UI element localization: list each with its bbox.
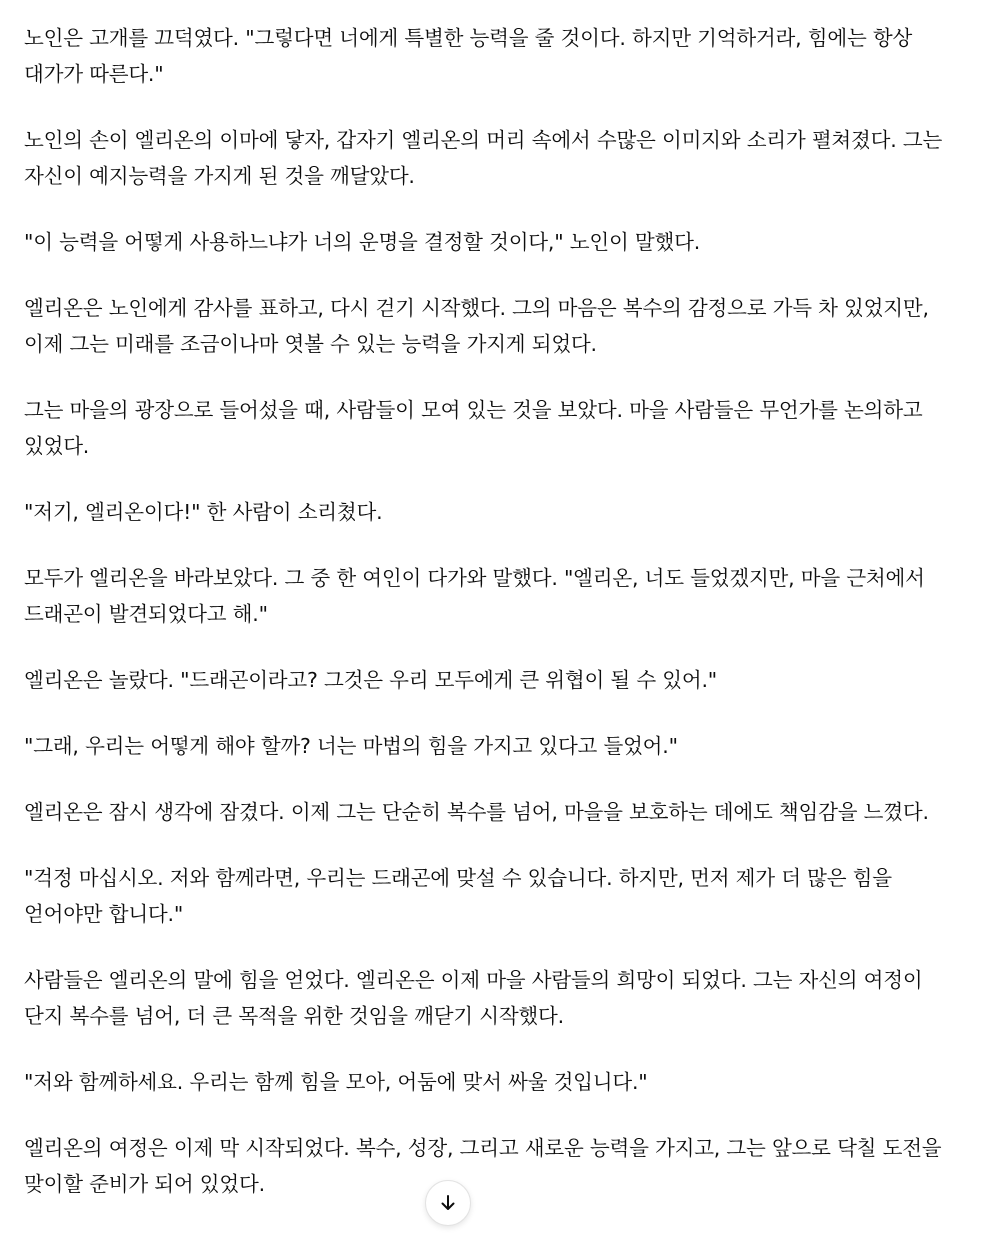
paragraph-11: "걱정 마십시오. 저와 함께라면, 우리는 드래곤에 맞설 수 있습니다. 하지만, 먼저 제가 더 많은 힘을 얻어야만 합니다." bbox=[24, 866, 892, 926]
message-content bbox=[24, 20, 960, 1232]
paragraph-13: "저와 함께하세요. 우리는 함께 힘을 모아, 어둠에 맞서 싸울 것입니다." bbox=[24, 1070, 648, 1094]
paragraph-9: "그래, 우리는 어떻게 해야 할까? 너는 마법의 힘을 가지고 있다고 들었어." bbox=[24, 734, 678, 758]
paragraph-2: 노인의 손이 엘리온의 이마에 닿자, 갑자기 엘리온의 머리 속에서 수많은 이미지와 소리가 펼쳐졌다. 그는 자신이 예지능력을 가지게 된 것을 깨달았다. bbox=[24, 128, 943, 188]
scroll-to-bottom-button[interactable] bbox=[425, 1180, 471, 1226]
paragraph-7: 모두가 엘리온을 바라보았다. 그 중 한 여인이 다가와 말했다. "엘리온, 너도 들었겠지만, 마을 근처에서 드래곤이 발견되었다고 해." bbox=[24, 566, 925, 626]
arrow-down-icon bbox=[438, 1193, 458, 1213]
paragraph-8: 엘리온은 놀랐다. "드래곤이라고? 그것은 우리 모두에게 큰 위협이 될 수 있어." bbox=[24, 668, 718, 692]
paragraph-1: 노인은 고개를 끄덕였다. "그렇다면 너에게 특별한 능력을 줄 것이다. 하지만 기억하거라, 힘에는 항상 대가가 따른다." bbox=[24, 26, 913, 86]
paragraph-12: 사람들은 엘리온의 말에 힘을 얻었다. 엘리온은 이제 마을 사람들의 희망이 되었다. 그는 자신의 여정이 단지 복수를 넘어, 더 큰 목적을 위한 것임을 깨닫기 시작했다. bbox=[24, 968, 923, 1028]
paragraph-3: "이 능력을 어떻게 사용하느냐가 너의 운명을 결정할 것이다," 노인이 말했다. bbox=[24, 230, 701, 254]
paragraph-4: 엘리온은 노인에게 감사를 표하고, 다시 걷기 시작했다. 그의 마음은 복수의 감정으로 가득 차 있었지만, 이제 그는 미래를 조금이나마 엿볼 수 있는 능력을 가지게 되었다. bbox=[24, 296, 929, 356]
paragraph-10: 엘리온은 잠시 생각에 잠겼다. 이제 그는 단순히 복수를 넘어, 마을을 보호하는 데에도 책임감을 느꼈다. bbox=[24, 800, 929, 824]
paragraph-5: 그는 마을의 광장으로 들어섰을 때, 사람들이 모여 있는 것을 보았다. 마을 사람들은 무언가를 논의하고 있었다. bbox=[24, 398, 923, 458]
paragraph-6: "저기, 엘리온이다!" 한 사람이 소리쳤다. bbox=[24, 500, 383, 524]
paragraph-14: 엘리온의 여정은 이제 막 시작되었다. 복수, 성장, 그리고 새로운 능력을 가지고, 그는 앞으로 닥칠 도전을 맞이할 준비가 되어 있었다. bbox=[24, 1136, 942, 1196]
